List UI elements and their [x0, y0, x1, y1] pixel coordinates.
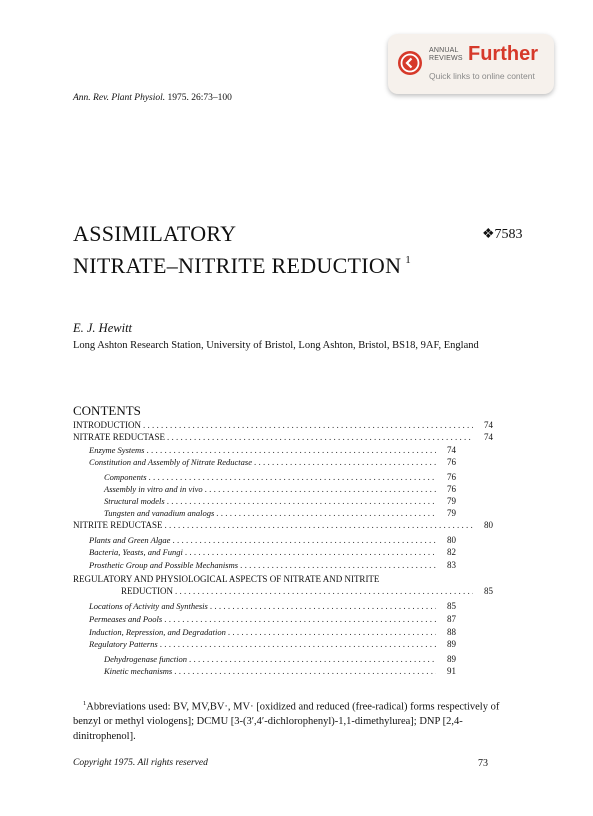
page-number: 73 — [478, 758, 488, 769]
toc-entry-page: 82 — [447, 547, 456, 557]
toc-entry-page: 89 — [447, 639, 456, 649]
copyright-notice: Copyright 1975. All rights reserved — [73, 758, 208, 768]
toc-leader-dots — [254, 457, 436, 467]
toc-entry-label: Plants and Green Algae — [89, 535, 171, 545]
contents-heading: CONTENTS — [73, 403, 141, 418]
article-id: ❖7583 — [482, 227, 523, 242]
year-volume-pages: 1975. 26:73–100 — [167, 93, 232, 103]
toc-entry-page: 79 — [447, 496, 456, 506]
toc-entry-page: 85 — [484, 586, 493, 596]
toc-entry — [89, 457, 456, 470]
toc-entry — [89, 639, 456, 652]
toc-entry-page: 89 — [447, 654, 456, 664]
toc-entry — [89, 601, 456, 614]
toc-entry — [73, 520, 493, 533]
toc-entry-page: 79 — [447, 508, 456, 518]
toc-entry-label: REGULATORY AND PHYSIOLOGICAL ASPECTS OF NITRATE AND NITRITE — [73, 574, 380, 584]
toc-leader-dots — [205, 484, 436, 494]
toc-leader-dots — [240, 560, 436, 570]
chevron-left-icon — [398, 51, 422, 75]
toc-leader-dots — [210, 601, 436, 611]
toc-entry-label: Structural models — [104, 496, 165, 506]
toc-entry-label: Kinetic mechanisms — [104, 666, 173, 676]
further-subtitle: Quick links to online content — [429, 71, 535, 81]
publisher-line2: REVIEWS — [429, 55, 463, 62]
toc-entry — [104, 666, 456, 679]
toc-entry-label: REDUCTION — [121, 586, 173, 596]
title-line-1: ASSIMILATORY — [73, 221, 237, 246]
toc-entry-page: 83 — [447, 560, 456, 570]
toc-leader-dots — [167, 432, 473, 442]
toc-entry-page: 74 — [484, 432, 493, 442]
toc-leader-dots — [189, 654, 436, 664]
toc-leader-dots — [143, 420, 473, 430]
toc-leader-dots — [175, 586, 473, 596]
toc-entry-label: Dehydrogenase function — [104, 654, 188, 664]
author-name: E. J. Hewitt — [73, 321, 133, 335]
toc-entry-label: Induction, Repression, and Degradation — [89, 627, 226, 637]
toc-entry-label: NITRATE REDUCTASE — [73, 432, 166, 442]
toc-entry-label: Tungsten and vanadium analogs — [104, 508, 215, 518]
toc-entry-page: 76 — [447, 484, 456, 494]
title-footnote-mark: 1 — [405, 254, 412, 266]
toc-leader-dots — [164, 614, 436, 624]
article-title — [73, 220, 411, 279]
journal-name: Ann. Rev. Plant Physiol. — [73, 93, 166, 103]
toc-entry-label: Prosthetic Group and Possible Mechanisms — [89, 560, 239, 570]
author-affiliation: Long Ashton Research Station, University of Bristol, Long Ashton, Bristol, BS18, 9AF, England — [73, 340, 479, 351]
toc-entry — [73, 432, 493, 445]
toc-entry-label: NITRITE REDUCTASE — [73, 520, 163, 530]
footnote-mark: 1 — [83, 700, 87, 707]
toc-leader-dots — [216, 508, 436, 518]
toc-entry-page: 74 — [447, 445, 456, 455]
toc-leader-dots — [165, 520, 473, 530]
toc-entry-page: 91 — [447, 666, 456, 676]
toc-entry-label: Bacteria, Yeasts, and Fungi — [89, 547, 183, 557]
toc-leader-dots — [146, 445, 436, 455]
toc-entry-label: Locations of Activity and Synthesis — [89, 601, 208, 611]
toc-entry — [121, 586, 493, 599]
toc-leader-dots — [167, 496, 436, 506]
toc-entry-label: Constitution and Assembly of Nitrate Reductase — [89, 457, 252, 467]
publisher-line1: ANNUAL — [429, 47, 459, 54]
toc-leader-dots — [160, 639, 436, 649]
toc-entry-page: 88 — [447, 627, 456, 637]
toc-entry-page: 87 — [447, 614, 456, 624]
toc-entry-page: 76 — [447, 457, 456, 467]
footnote-text: Abbreviations used: BV, MV,BV·, MV· [oxidized and reduced (free-radical) forms respectively of benzyl or methyl viologens]; DCMU [3-(3′,4′-dichlorophenyl)-1,1-dimethylurea]; DNP [2,4-dinitrophenol]. — [73, 701, 500, 742]
toc-entry-label: Permeases and Pools — [89, 614, 163, 624]
toc-entry-page: 80 — [484, 520, 493, 530]
further-banner[interactable] — [388, 34, 554, 94]
toc-entry-label: Enzyme Systems — [89, 445, 145, 455]
toc-entry-page: 74 — [484, 420, 493, 430]
toc-entry — [89, 547, 456, 560]
toc-entry — [89, 614, 456, 627]
toc-leader-dots — [185, 547, 436, 557]
toc-leader-dots — [174, 666, 436, 676]
title-line-2: NITRATE–NITRITE REDUCTION $^1$ — [73, 253, 412, 278]
toc-entry-label: Regulatory Patterns — [89, 639, 158, 649]
toc-entry-label: Components — [104, 472, 147, 482]
toc-entry — [89, 560, 456, 573]
toc-entry-page: 80 — [447, 535, 456, 545]
toc-entry-label: INTRODUCTION — [73, 420, 141, 430]
toc-leader-dots — [149, 472, 437, 482]
publisher-logo-text — [429, 47, 463, 63]
toc-entry-page: 76 — [447, 472, 456, 482]
further-title: Further — [468, 43, 538, 65]
abbreviations-footnote — [73, 697, 517, 744]
toc-entry-page: 85 — [447, 601, 456, 611]
toc-entry-label: Assembly in vitro and in vivo — [104, 484, 203, 494]
journal-citation — [73, 93, 232, 103]
toc-leader-dots — [228, 627, 436, 637]
toc-leader-dots — [172, 535, 436, 545]
